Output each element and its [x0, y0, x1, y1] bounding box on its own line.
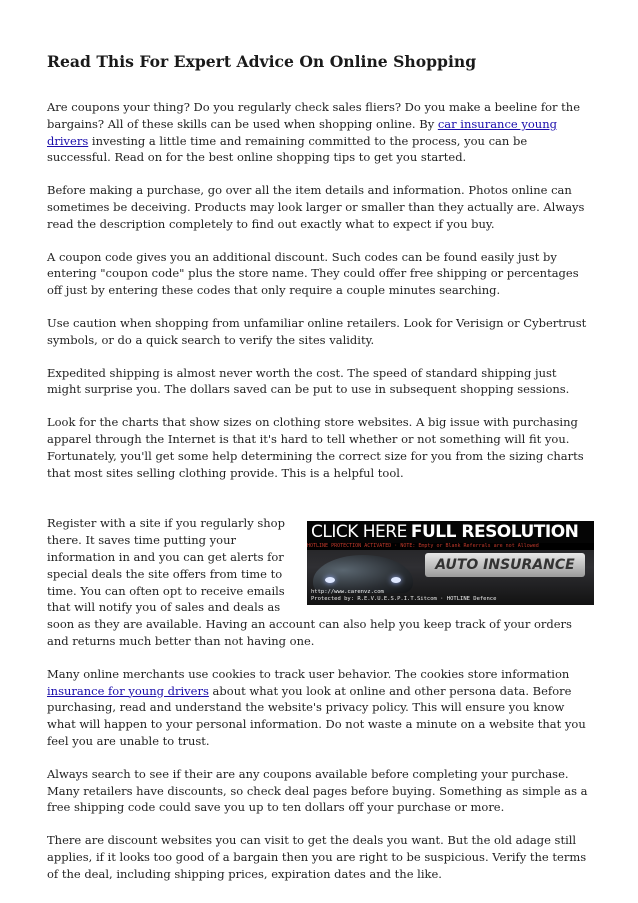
paragraph-coupon-code: A coupon code gives you an additional discount. Such codes can be found easily just by entering "coupon code" plus the store name. They could offer free shipping or percentages off just by entering these codes that only require a couple minutes searching. — [47, 249, 579, 298]
ad-headline — [307, 521, 594, 543]
car-insurance-young-drivers-link[interactable]: car insurance young drivers — [47, 116, 557, 148]
insurance-for-young-drivers-link[interactable]: insurance for young drivers — [47, 683, 209, 698]
ad-click-here: CLICK HERE — [311, 522, 407, 543]
paragraph-text: Many online merchants use cookies to track user behavior. The cookies store information — [47, 666, 570, 681]
paragraph-text: investing a little time and remaining committed to the process, you can be successful. Read on for the best online shopping tips to get you started. — [47, 133, 528, 165]
paragraph-search-coupons: Always search to see if their are any coupons available before completing your purchase. Many retailers have discounts, so check deal pages before buying. Something as simple as a free shipping code could save you up to ten dollars off your purchase or more. — [47, 766, 588, 815]
page-title: Read This For Expert Advice On Online Shopping — [47, 52, 477, 71]
ad-url-text — [311, 589, 496, 603]
paragraph-expedited-shipping: Expedited shipping is almost never worth the cost. The speed of standard shipping just might surprise you. The dollars saved can be put to use in subsequent shopping sessions. — [47, 365, 570, 397]
ad-protected: Protected by: R.E.V.U.E.S.P.I.T.Sitcom · HOTLINE Defence — [311, 596, 497, 603]
ad-auto-insurance-badge: AUTO INSURANCE — [425, 553, 585, 577]
paragraph-cookies — [47, 666, 594, 750]
paragraph-item-details: Before making a purchase, go over all the item details and information. Photos online can sometimes be deceiving. Products may look larger or smaller than they actually are. Always read the description completely to find out exactly what to expect if you buy. — [47, 183, 585, 231]
car-image — [311, 555, 413, 596]
paragraph-unfamiliar-retailers: Use caution when shopping from unfamiliar online retailers. Look for Verisign or Cybertrust symbols, or do a quick search to verify the sites validity. — [47, 315, 587, 347]
paragraph-text: about what you look at online and other persona data. Before purchasing, read and understand the website's privacy policy. This will ensure you know what will happen to your personal information. Do not waste a minute on a website that you feel you are unable to trust. — [47, 683, 586, 748]
article — [47, 52, 594, 898]
auto-insurance-ad-banner[interactable] — [307, 521, 594, 605]
ad-full-resolution: FULL RESOLUTION — [410, 522, 579, 543]
ad-notice-strip: HOTLINE PROTECTION ACTIVATED · NOTE: Empty or Blank Referrals are not Allowed — [307, 543, 594, 550]
paragraph-intro — [47, 99, 594, 166]
paragraph-register: Register with a site if you regularly shop there. It saves time putting your information in and you can get alerts for special deals the site offers from time to time. You can often opt to receive emails that will notify you of sales and deals as soon as they are available. Having an account can also help you keep track of your orders and returns much better than not having one. — [47, 516, 572, 648]
paragraph-text: Are coupons your thing? Do you regularly check sales fliers? Do you make a beeline for the bargains? All of these skills can be used when shopping online. By — [47, 100, 581, 131]
paragraph-size-charts: Look for the charts that show sizes on clothing store websites. A big issue with purchasing apparel through the Internet is that it's hard to tell whether or not something will fit you. Fortunately, you'll get some help determining the correct size for you from the sizing charts that most sites selling clothing provide. This is a helpful tool. — [47, 415, 584, 480]
paragraph-discount-websites: There are discount websites you can visit to get the deals you want. But the old adage still applies, if it looks too good of a bargain then you are right to be suspicious. Verify the terms of the deal, including shipping prices, expiration dates and the like. — [47, 833, 587, 881]
ad-url: http://www.carenvz.com — [311, 589, 384, 596]
